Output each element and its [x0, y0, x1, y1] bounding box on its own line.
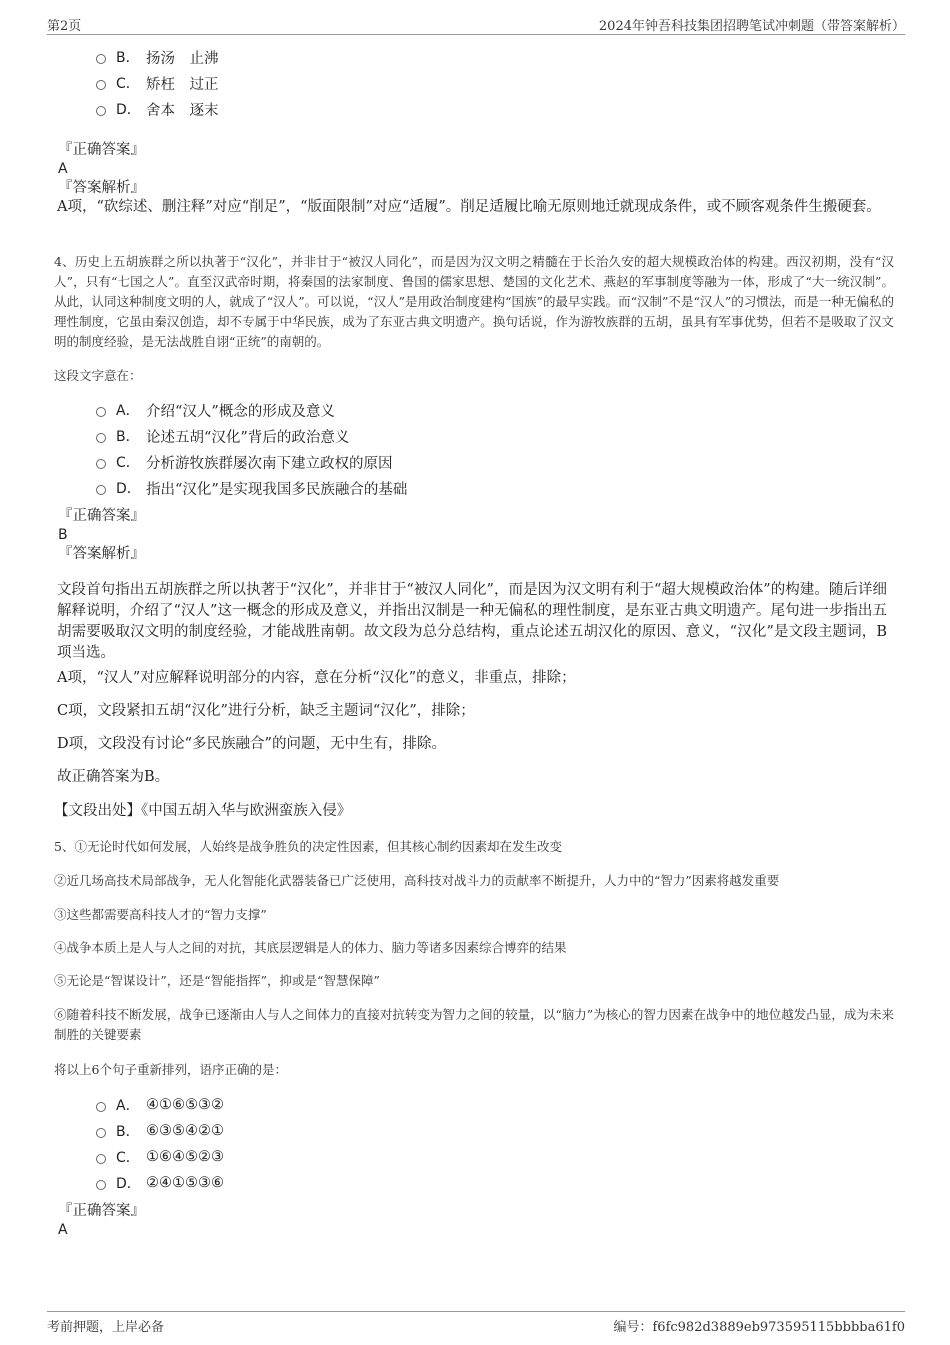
option-c[interactable]: C． ①⑥④⑤②③ [96, 1144, 224, 1170]
page-header [47, 14, 905, 35]
q4-answer [58, 507, 145, 564]
option-c[interactable]: C． 分析游牧族群屡次南下建立政权的原因 [96, 449, 407, 475]
radio-icon[interactable] [96, 80, 106, 90]
answer-label: 『正确答案』 [58, 508, 145, 524]
answer-value: B [58, 527, 68, 543]
q5-answer [58, 1202, 145, 1240]
radio-icon[interactable] [96, 1102, 106, 1112]
footer-slogan: 考前押题，上岸必备 [47, 1320, 165, 1335]
q4-stem: 4、历史上五胡族群之所以执著于“汉化”，并非甘于“被汉人同化”，而是因为汉文明之精髓在于长治久安的超大规模政治体的构建。西汉初期，没有“汉人”，只有“七国之人”。直至汉武帝时期，将秦国的法家制度、鲁国的儒家思想、楚国的文化艺术、燕赵的军事制度等融为一体，形成了“大一统汉制”。从此，认同这种制度文明的人，就成了“汉人”。可以说，“汉人”是用政治制度建构“国族”的最早实践。而“汉制”不是“汉人”的习惯法，而是一种无偏私的理性制度，它虽由秦汉创造，却不专属于中华民族，成为了东亚古典文明遗产。换句话说，作为游牧族群的五胡，虽具有军事优势，但若不是吸取了汉文明的制度经验，是无法战胜自诩“正统”的南朝的。 [54, 254, 894, 349]
option-d[interactable]: D． 指出“汉化”是实现我国多民族融合的基础 [96, 475, 407, 501]
q5-question: 将以上6个句子重新排列，语序正确的是： [54, 1062, 287, 1077]
q4-conclusion: 故正确答案为B。 [57, 769, 170, 785]
q4-question: 这段文字意在： [54, 368, 142, 383]
radio-icon[interactable] [96, 106, 106, 116]
q4-analysis-a: A项，“汉人”对应解释说明部分的内容，意在分析“汉化”的意义，非重点，排除； [57, 670, 576, 686]
radio-icon[interactable] [96, 459, 106, 469]
radio-icon[interactable] [96, 407, 106, 417]
q3-answer [58, 141, 145, 198]
radio-icon[interactable] [96, 1154, 106, 1164]
q4-options [96, 397, 407, 501]
option-b[interactable]: B． 扬汤 止沸 [96, 44, 219, 70]
radio-icon[interactable] [96, 485, 106, 495]
analysis-label: 『答案解析』 [58, 180, 145, 196]
q4-analysis-main: 文段首句指出五胡族群之所以执著于“汉化”，并非甘于“被汉人同化”，而是因为汉文明有利于“超大规模政治体”的构建。随后详细解释说明，介绍了“汉人”这一概念的形成及意义，并指出汉制是一种无偏私的理性制度，是东亚古典文明遗产。尾句进一步指出五胡需要吸取汉文明的制度经验，才能战胜南朝。故文段为总分总结构，重点论述五胡汉化的原因、意义，“汉化”是文段主题词，B项当选。 [57, 582, 887, 661]
option-d[interactable]: D． 舍本 逐末 [96, 96, 219, 122]
option-a[interactable]: A． 介绍“汉人”概念的形成及意义 [96, 397, 407, 423]
q4-analysis-c: C项，文段紧扣五胡“汉化”进行分析，缺乏主题词“汉化”，排除； [57, 703, 475, 719]
q5-sentence-4: ④战争本质上是人与人之间的对抗，其底层逻辑是人的体力、脑力等诸多因素综合博弈的结果 [54, 940, 567, 955]
q4-source: 【文段出处】《中国五胡入华与欧洲蛮族入侵》 [54, 803, 352, 819]
page-number: 第2页 [47, 19, 82, 34]
answer-value: A [58, 161, 68, 177]
page-footer [47, 1311, 905, 1335]
radio-icon[interactable] [96, 54, 106, 64]
option-b[interactable]: B． ⑥③⑤④②① [96, 1118, 224, 1144]
option-b[interactable]: B． 论述五胡“汉化”背后的政治意义 [96, 423, 407, 449]
answer-label: 『正确答案』 [58, 142, 145, 158]
radio-icon[interactable] [96, 1180, 106, 1190]
q5-options [96, 1092, 224, 1196]
q5-sentence-2: ②近几场高技术局部战争，无人化智能化武器装备已广泛使用，高科技对战斗力的贡献率不断提升，人力中的“智力”因素将越发重要 [54, 873, 780, 888]
answer-label: 『正确答案』 [58, 1203, 145, 1219]
q3-analysis: A项，“砍综述、删注释”对应“削足”，“版面限制”对应“适履”。削足适履比喻无原则地迁就现成条件，或不顾客观条件生搬硬套。 [57, 199, 881, 215]
q5-sentence-1: 5、①无论时代如何发展，人始终是战争胜负的决定性因素，但其核心制约因素却在发生改变 [54, 839, 562, 854]
analysis-label: 『答案解析』 [58, 546, 145, 562]
q4-analysis-d: D项，文段没有讨论“多民族融合”的问题，无中生有，排除。 [57, 736, 446, 752]
q5-sentence-3: ③这些都需要高科技人才的“智力支撑” [54, 907, 267, 922]
q5-sentence-5: ⑤无论是“智谋设计”，还是“智能指挥”，抑或是“智慧保障” [54, 973, 380, 988]
q3-options [96, 44, 219, 122]
option-a[interactable]: A． ④①⑥⑤③② [96, 1092, 224, 1118]
q5-sentence-6: ⑥随着科技不断发展，战争已逐渐由人与人之间体力的直接对抗转变为智力之间的较量，以“脑力”为核心的智力因素在战争中的地位越发凸显，成为未来制胜的关键要素 [54, 1007, 894, 1042]
answer-value: A [58, 1222, 68, 1238]
option-d[interactable]: D． ②④①⑤③⑥ [96, 1170, 224, 1196]
document-id: 编号：f6fc982d3889eb973595115bbbba61f0 [613, 1320, 905, 1335]
radio-icon[interactable] [96, 433, 106, 443]
radio-icon[interactable] [96, 1128, 106, 1138]
option-c[interactable]: C． 矫枉 过正 [96, 70, 219, 96]
document-title: 2024年钟吾科技集团招聘笔试冲刺题（带答案解析） [598, 19, 905, 34]
